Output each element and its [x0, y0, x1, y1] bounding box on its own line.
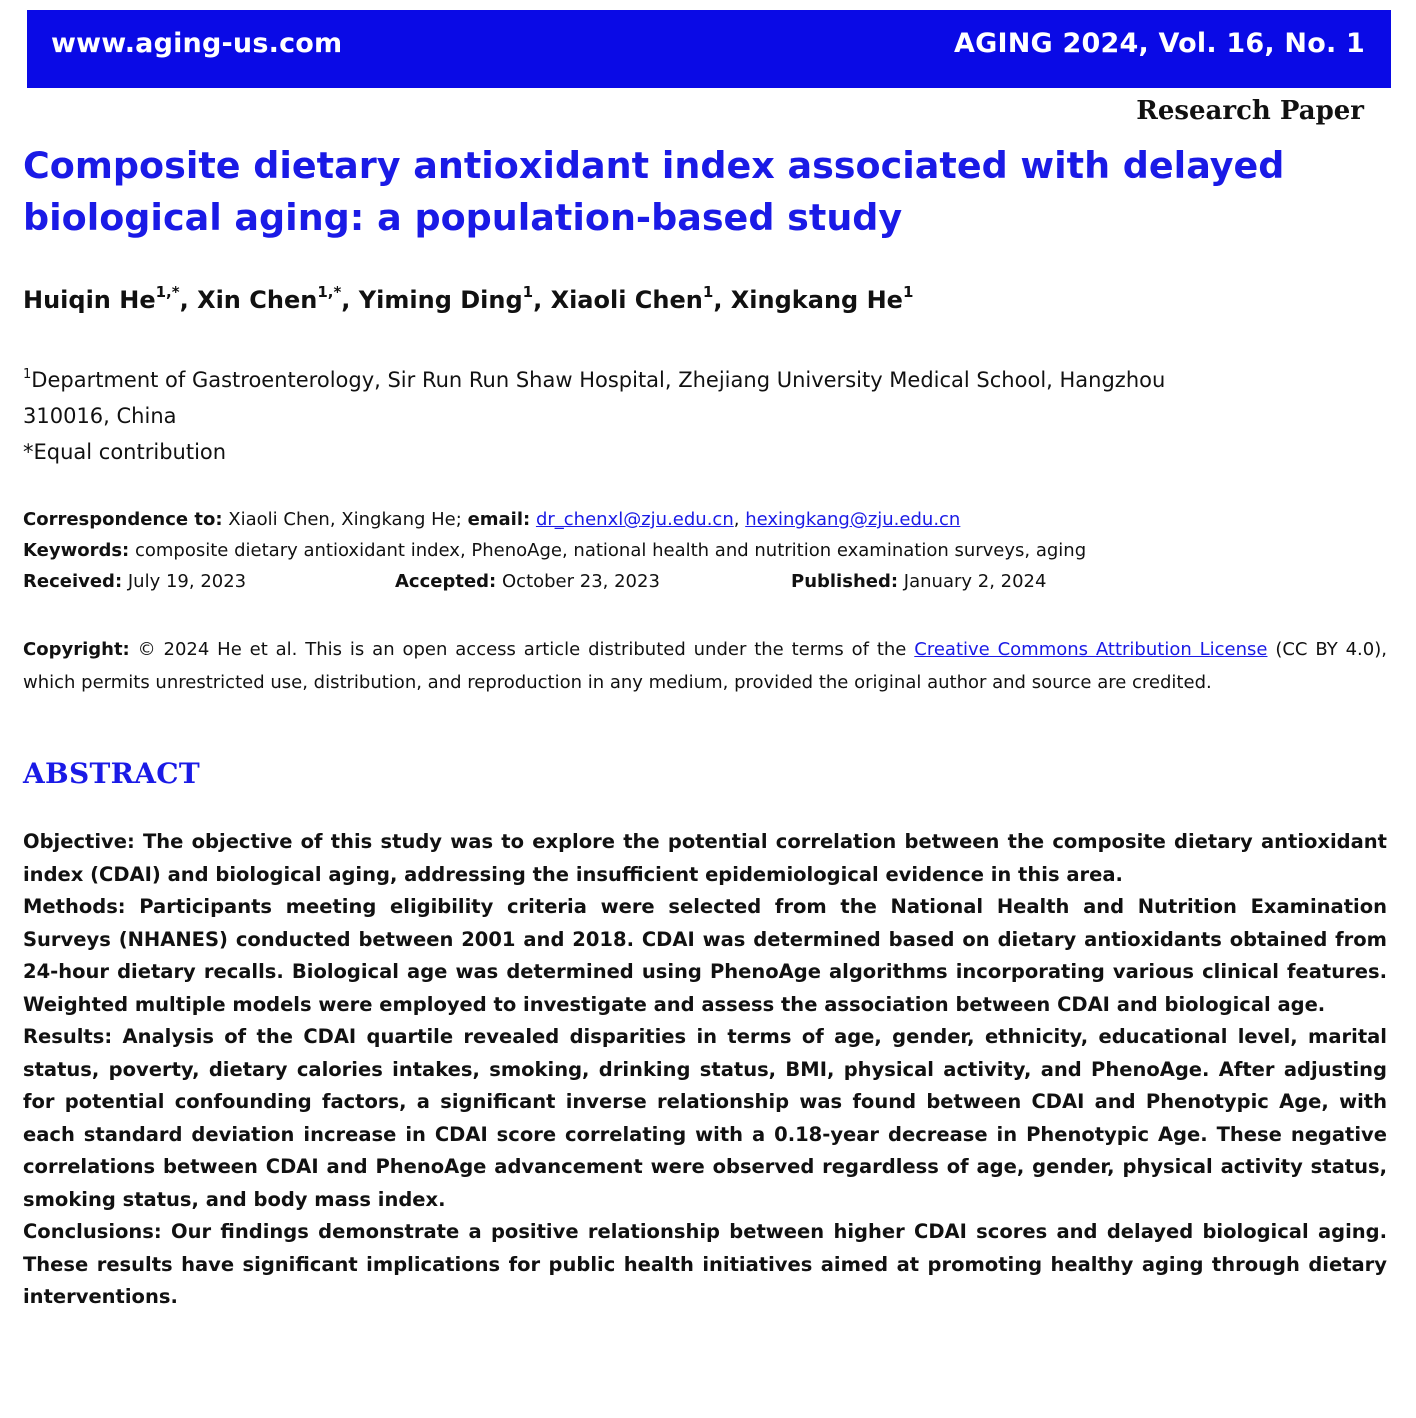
journal-issue: AGING 2024, Vol. 16, No. 1: [954, 28, 1365, 59]
copyright-notice: Copyright: © 2024 He et al. This is an open access article distributed under the terms of the Creative Commons Attribution License (CC BY 4.0), which permits unrestricted use, distribution, and reproduction in any medium, provided the original author and source are credited.: [23, 639, 1387, 693]
email-link-1[interactable]: dr_chenxl@zju.edu.cn: [535, 509, 734, 530]
received-date: Received: July 19, 2023: [23, 571, 247, 592]
abstract-results: Results: Analysis of the CDAI quartile revealed disparities in terms of age, gender, ethnicity, educational level, marital status, poverty, dietary calories intakes, smoking, drinking status, BMI, physical activity, and PhenoAge. After adjusting for potential confounding factors, a significant inverse relationship was found between CDAI and Phenotypic Age, with each standard deviation increase in CDAI score correlating with a 0.18-year decrease in Phenotypic Age. These negative correlations between CDAI and PhenoAge advancement were observed regardless of age, gender, physical activity status, smoking status, and body mass index.: [23, 1025, 1387, 1211]
abstract-heading: ABSTRACT: [23, 757, 200, 790]
affiliation-block: [23, 362, 1383, 470]
abstract-objective: Objective: The objective of this study was to explore the potential correlation between the composite dietary antioxidant index (CDAI) and biological aging, addressing the insufficient epidemiological evidence in this area.: [23, 830, 1387, 886]
affiliation-line-1: $^1$Department of Gastroenterology, Sir Run Run Shaw Hospital, Zhejiang University Medical School, Hangzhou: [23, 367, 1166, 392]
equal-contribution-note: *Equal contribution: [23, 440, 227, 464]
abstract-methods: Methods: Participants meeting eligibility criteria were selected from the National Health and Nutrition Examination Surveys (NHANES) conducted between 2001 and 2018. CDAI was determined based on dietary antioxidants obtained from 24-hour dietary recalls. Biological age was determined using PhenoAge algorithms incorporating various clinical features. Weighted multiple models were employed to investigate and assess the association between CDAI and biological age.: [23, 895, 1387, 1016]
abstract-conclusions: Conclusions: Our findings demonstrate a positive relationship between higher CDAI scores and delayed biological aging. These results have significant implications for public health initiatives aimed at promoting healthy aging through dietary interventions.: [23, 1220, 1387, 1308]
article-metadata: [23, 504, 1393, 597]
published-date: Published: January 2, 2024: [791, 571, 1047, 592]
cc-license-link[interactable]: Creative Commons Attribution License: [914, 639, 1268, 660]
affiliation-line-2: 310016, China: [23, 404, 177, 428]
journal-banner: [27, 10, 1391, 88]
email-link-2[interactable]: hexingkang@zju.edu.cn: [745, 509, 961, 530]
author-2: Xin Chen$^{1,*}$,: [197, 283, 359, 314]
author-5: Xingkang He$^1$: [730, 283, 914, 314]
author-1: Huiqin $He^{1,*}$,: [23, 283, 198, 314]
dates-line: [23, 566, 1393, 597]
accepted-date: Accepted: October 23, 2023: [395, 571, 660, 592]
author-list: [23, 283, 1383, 314]
paper-type: Research Paper: [1136, 96, 1364, 126]
correspondence-line: Correspondence to: Xiaoli Chen, Xingkang He; email: dr_chenxl@zju.edu.cn, hexingkang@zju.edu.cn: [23, 509, 961, 530]
journal-site-url[interactable]: www.aging-us.com: [51, 28, 343, 59]
abstract-body: [23, 826, 1387, 1314]
keywords-line: Keywords: composite dietary antioxidant index, PhenoAge, national health and nutrition examination surveys, aging: [23, 540, 1087, 561]
author-4: Xiaoli Chen$^1$,: [550, 283, 731, 314]
paper-title: Composite dietary antioxidant index associated with delayed biological aging: a population-based study: [23, 144, 1285, 239]
author-3: Yiming Ding$^1$,: [358, 283, 551, 314]
